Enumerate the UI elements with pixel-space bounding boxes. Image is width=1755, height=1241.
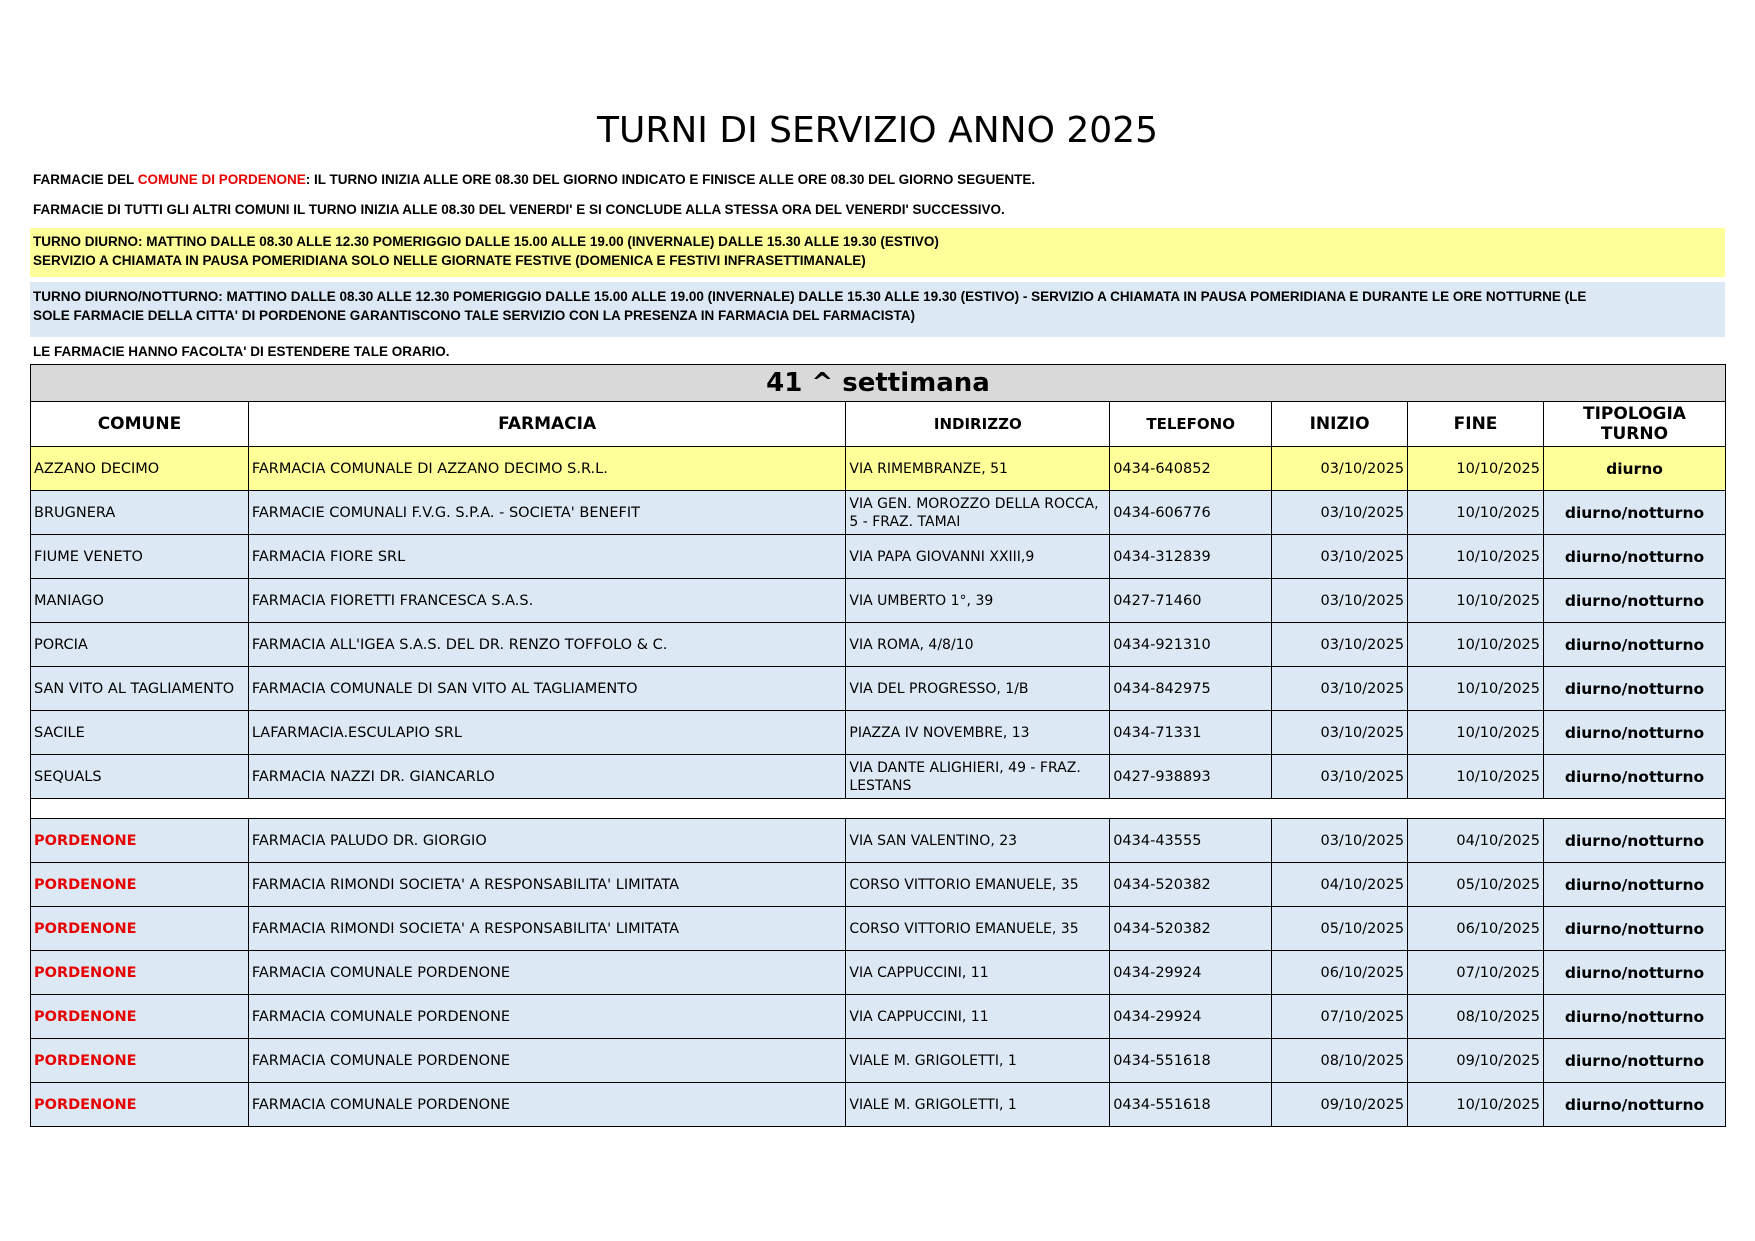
cell-farmacia: FARMACIA COMUNALE PORDENONE [248,995,846,1039]
cell-farmacia: FARMACIA COMUNALE PORDENONE [248,1039,846,1083]
table-row [31,667,1726,711]
cell-fine: 06/10/2025 [1408,907,1544,951]
cell-tipologia: diurno/notturno [1544,819,1726,863]
cell-telefono: 0434-842975 [1110,667,1272,711]
cell-telefono: 0434-640852 [1110,447,1272,491]
cell-tipologia: diurno/notturno [1544,579,1726,623]
cell-farmacia: FARMACIA RIMONDI SOCIETA' A RESPONSABILITA' LIMITATA [248,863,846,907]
cell-inizio: 03/10/2025 [1272,819,1408,863]
cell-comune: PORDENONE [31,995,249,1039]
cell-inizio: 08/10/2025 [1272,1039,1408,1083]
cell-indirizzo: VIALE M. GRIGOLETTI, 1 [846,1083,1110,1127]
band-turno-diurno [30,228,1725,277]
table-row [31,711,1726,755]
cell-fine: 10/10/2025 [1408,623,1544,667]
cell-comune: MANIAGO [31,579,249,623]
cell-telefono: 0434-606776 [1110,491,1272,535]
cell-indirizzo: VIA CAPPUCCINI, 11 [846,995,1110,1039]
cell-comune: PORDENONE [31,819,249,863]
cell-indirizzo: VIA DANTE ALIGHIERI, 49 - FRAZ. LESTANS [846,755,1110,799]
cell-indirizzo: VIA GEN. MOROZZO DELLA ROCCA, 5 - FRAZ. TAMAI [846,491,1110,535]
header-comune: COMUNE [31,402,249,447]
week-row [31,365,1726,402]
cell-comune: PORCIA [31,623,249,667]
cell-farmacia: LAFARMACIA.ESCULAPIO SRL [248,711,846,755]
cell-telefono: 0434-312839 [1110,535,1272,579]
separator-cell [31,799,1726,819]
cell-inizio: 03/10/2025 [1272,711,1408,755]
header-tipologia: TIPOLOGIA TURNO [1544,402,1726,447]
header-inizio: INIZIO [1272,402,1408,447]
page-title: TURNI DI SERVIZIO ANNO 2025 [597,110,1158,151]
cell-comune: SEQUALS [31,755,249,799]
cell-farmacia: FARMACIA RIMONDI SOCIETA' A RESPONSABILITA' LIMITATA [248,907,846,951]
cell-telefono: 0434-921310 [1110,623,1272,667]
cell-tipologia: diurno/notturno [1544,907,1726,951]
cell-comune: AZZANO DECIMO [31,447,249,491]
table-row [31,819,1726,863]
cell-indirizzo: VIA SAN VALENTINO, 23 [846,819,1110,863]
header-fine: FINE [1408,402,1544,447]
cell-farmacia: FARMACIA COMUNALE PORDENONE [248,1083,846,1127]
cell-indirizzo: VIA DEL PROGRESSO, 1/B [846,667,1110,711]
cell-farmacia: FARMACIA COMUNALE DI SAN VITO AL TAGLIAMENTO [248,667,846,711]
cell-comune: PORDENONE [31,951,249,995]
cell-fine: 10/10/2025 [1408,755,1544,799]
cell-telefono: 0434-520382 [1110,907,1272,951]
cell-fine: 10/10/2025 [1408,1083,1544,1127]
cell-inizio: 09/10/2025 [1272,1083,1408,1127]
cell-inizio: 03/10/2025 [1272,579,1408,623]
cell-indirizzo: VIA CAPPUCCINI, 11 [846,951,1110,995]
cell-tipologia: diurno/notturno [1544,1083,1726,1127]
band-turno-diurno-line2: SERVIZIO A CHIAMATA IN PAUSA POMERIDIANA SOLO NELLE GIORNATE FESTIVE (DOMENICA E FESTIVI INFRASETTIMANALE) [33,253,866,268]
cell-telefono: 0434-551618 [1110,1039,1272,1083]
cell-indirizzo: CORSO VITTORIO EMANUELE, 35 [846,863,1110,907]
table-row [31,579,1726,623]
cell-farmacia: FARMACIA NAZZI DR. GIANCARLO [248,755,846,799]
cell-inizio: 03/10/2025 [1272,623,1408,667]
cell-tipologia: diurno/notturno [1544,951,1726,995]
table-row [31,1039,1726,1083]
table-row [31,755,1726,799]
table-row [31,995,1726,1039]
cell-comune: SACILE [31,711,249,755]
cell-fine: 10/10/2025 [1408,711,1544,755]
turni-table [30,364,1726,1127]
cell-comune: PORDENONE [31,863,249,907]
cell-comune: FIUME VENETO [31,535,249,579]
cell-tipologia: diurno/notturno [1544,863,1726,907]
cell-farmacia: FARMACIA ALL'IGEA S.A.S. DEL DR. RENZO TOFFOLO & C. [248,623,846,667]
cell-comune: PORDENONE [31,1039,249,1083]
table-row [31,907,1726,951]
cell-telefono: 0434-29924 [1110,995,1272,1039]
band-turno-diurno-line1: TURNO DIURNO: MATTINO DALLE 08.30 ALLE 12.30 POMERIGGIO DALLE 15.00 ALLE 19.00 (INVERNALE) DALLE 15.30 ALLE 19.30 (ESTIVO) [33,234,939,249]
band-turno-notturno-line1: TURNO DIURNO/NOTTURNO: MATTINO DALLE 08.30 ALLE 12.30 POMERIGGIO DALLE 15.00 ALLE 19.00 (INVERNALE) DALLE 15.30 ALLE 19.30 (ESTIVO) - SERVIZIO A CHIAMATA IN PAUSA POMERIDIANA E DURANTE LE ORE NOTTURNE (LE [33,289,1587,304]
cell-comune: BRUGNERA [31,491,249,535]
cell-indirizzo: VIA ROMA, 4/8/10 [846,623,1110,667]
cell-comune: PORDENONE [31,907,249,951]
note-facolta: LE FARMACIE HANNO FACOLTA' DI ESTENDERE TALE ORARIO. [33,344,450,359]
cell-tipologia: diurno/notturno [1544,995,1726,1039]
cell-inizio: 03/10/2025 [1272,447,1408,491]
cell-inizio: 04/10/2025 [1272,863,1408,907]
header-row [31,402,1726,447]
cell-farmacia: FARMACIA FIORE SRL [248,535,846,579]
cell-fine: 10/10/2025 [1408,447,1544,491]
cell-farmacia: FARMACIE COMUNALI F.V.G. S.P.A. - SOCIETA' BENEFIT [248,491,846,535]
note-pordenone-suffix: : IL TURNO INIZIA ALLE ORE 08.30 DEL GIORNO INDICATO E FINISCE ALLE ORE 08.30 DEL GIORNO SEGUENTE. [305,172,1036,187]
cell-inizio: 03/10/2025 [1272,491,1408,535]
cell-fine: 10/10/2025 [1408,491,1544,535]
separator-row [31,799,1726,819]
note-pordenone-highlight: COMUNE DI PORDENONE [137,172,306,187]
band-turno-notturno [30,282,1725,337]
cell-tipologia: diurno/notturno [1544,623,1726,667]
cell-tipologia: diurno/notturno [1544,667,1726,711]
cell-inizio: 03/10/2025 [1272,535,1408,579]
table-row [31,1083,1726,1127]
cell-tipologia: diurno/notturno [1544,491,1726,535]
cell-indirizzo: VIA PAPA GIOVANNI XXIII,9 [846,535,1110,579]
table-row [31,447,1726,491]
cell-telefono: 0434-520382 [1110,863,1272,907]
cell-fine: 10/10/2025 [1408,535,1544,579]
cell-inizio: 07/10/2025 [1272,995,1408,1039]
cell-indirizzo: VIA RIMEMBRANZE, 51 [846,447,1110,491]
cell-inizio: 03/10/2025 [1272,667,1408,711]
cell-fine: 05/10/2025 [1408,863,1544,907]
cell-tipologia: diurno/notturno [1544,535,1726,579]
cell-indirizzo: VIALE M. GRIGOLETTI, 1 [846,1039,1110,1083]
cell-tipologia: diurno [1544,447,1726,491]
cell-telefono: 0434-43555 [1110,819,1272,863]
note-pordenone [33,172,1035,187]
cell-inizio: 06/10/2025 [1272,951,1408,995]
cell-tipologia: diurno/notturno [1544,711,1726,755]
cell-farmacia: FARMACIA FIORETTI FRANCESCA S.A.S. [248,579,846,623]
cell-tipologia: diurno/notturno [1544,755,1726,799]
cell-inizio: 03/10/2025 [1272,755,1408,799]
table-row [31,623,1726,667]
cell-telefono: 0434-551618 [1110,1083,1272,1127]
week-label: 41 ^ settimana [31,365,1726,402]
cell-inizio: 05/10/2025 [1272,907,1408,951]
cell-fine: 10/10/2025 [1408,667,1544,711]
cell-telefono: 0427-71460 [1110,579,1272,623]
note-altri-comuni: FARMACIE DI TUTTI GLI ALTRI COMUNI IL TURNO INIZIA ALLE 08.30 DEL VENERDI' E SI CONCLUDE ALLA STESSA ORA DEL VENERDI' SUCCESSIVO. [33,202,1005,217]
header-indirizzo: INDIRIZZO [846,402,1110,447]
band-turno-notturno-line2: SOLE FARMACIE DELLA CITTA' DI PORDENONE GARANTISCONO TALE SERVIZIO CON LA PRESENZA IN FARMACIA DEL FARMACISTA) [33,308,915,323]
cell-farmacia: FARMACIA COMUNALE PORDENONE [248,951,846,995]
table-row [31,491,1726,535]
cell-comune: SAN VITO AL TAGLIAMENTO [31,667,249,711]
header-telefono: TELEFONO [1110,402,1272,447]
table-row [31,863,1726,907]
cell-indirizzo: PIAZZA IV NOVEMBRE, 13 [846,711,1110,755]
cell-telefono: 0434-29924 [1110,951,1272,995]
cell-farmacia: FARMACIA COMUNALE DI AZZANO DECIMO S.R.L. [248,447,846,491]
table-row [31,951,1726,995]
cell-fine: 09/10/2025 [1408,1039,1544,1083]
cell-telefono: 0434-71331 [1110,711,1272,755]
cell-comune: PORDENONE [31,1083,249,1127]
cell-telefono: 0427-938893 [1110,755,1272,799]
header-farmacia: FARMACIA [248,402,846,447]
cell-fine: 04/10/2025 [1408,819,1544,863]
cell-indirizzo: CORSO VITTORIO EMANUELE, 35 [846,907,1110,951]
cell-tipologia: diurno/notturno [1544,1039,1726,1083]
cell-fine: 07/10/2025 [1408,951,1544,995]
cell-fine: 08/10/2025 [1408,995,1544,1039]
note-pordenone-prefix: FARMACIE DEL [33,172,138,187]
cell-farmacia: FARMACIA PALUDO DR. GIORGIO [248,819,846,863]
cell-fine: 10/10/2025 [1408,579,1544,623]
table-row [31,535,1726,579]
cell-indirizzo: VIA UMBERTO 1°, 39 [846,579,1110,623]
